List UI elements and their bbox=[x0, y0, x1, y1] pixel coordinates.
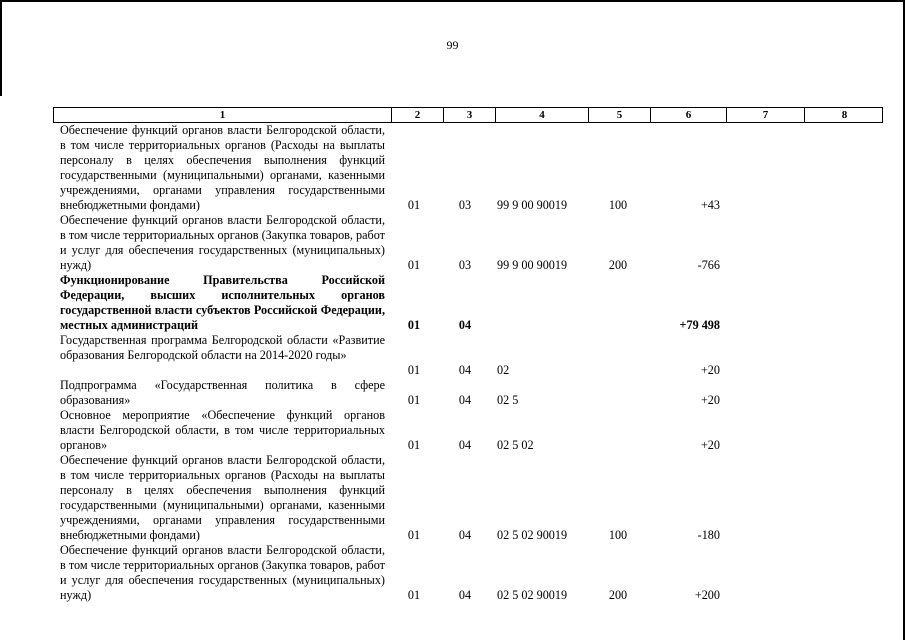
row-description: Подпрограмма «Государственная политика в сфере образования» bbox=[60, 378, 385, 407]
row-col-2: 01 bbox=[407, 198, 421, 212]
row-col-4: 02 5 02 90019 bbox=[497, 588, 568, 602]
row-col-3: 03 bbox=[458, 258, 472, 272]
row-description: Функционирование Правительства Российской Федерации, высших исполнительных органов государственной власти субъектов Российской Федерации, местных администраций bbox=[60, 273, 385, 332]
header-col-5: 5 bbox=[589, 108, 651, 122]
header-col-7: 7 bbox=[727, 108, 805, 122]
row-col-6: +20 bbox=[700, 393, 720, 407]
row-col-6: -766 bbox=[697, 258, 720, 272]
table-row bbox=[0, 378, 905, 408]
row-col-2: 01 bbox=[407, 258, 421, 272]
table-row bbox=[0, 453, 905, 543]
row-col-2: 01 bbox=[407, 318, 421, 332]
header-col-4: 4 bbox=[496, 108, 589, 122]
row-col-6: +20 bbox=[700, 363, 720, 377]
table-row bbox=[0, 213, 905, 273]
row-col-6: -180 bbox=[697, 528, 720, 542]
row-col-3: 04 bbox=[458, 438, 472, 452]
header-col-6: 6 bbox=[651, 108, 727, 122]
row-col-4: 99 9 00 90019 bbox=[497, 258, 568, 272]
header-col-8: 8 bbox=[841, 109, 848, 121]
header-col-1: 1 bbox=[54, 108, 392, 122]
row-col-4: 02 5 02 90019 bbox=[497, 528, 568, 542]
row-col-3: 04 bbox=[458, 363, 472, 377]
table-row bbox=[0, 408, 905, 453]
row-col-5: 100 bbox=[608, 528, 628, 542]
row-col-5: 200 bbox=[608, 258, 628, 272]
page-edge-top bbox=[0, 0, 905, 2]
table-row bbox=[0, 273, 905, 333]
row-col-6: +200 bbox=[694, 588, 720, 602]
row-col-3: 03 bbox=[458, 198, 472, 212]
header-col-2: 2 bbox=[392, 108, 444, 122]
row-col-2: 01 bbox=[407, 438, 421, 452]
page-number: 99 bbox=[446, 38, 459, 52]
row-description: Обеспечение функций органов власти Белгородской области, в том числе территориальных органов (Расходы на выплаты персоналу в целях обеспечения выполнения функций государственными (муниципальными) органами, казенными учреждениями, органами управления государственными внебюджетными фондами) bbox=[60, 453, 385, 542]
row-col-4: 02 5 02 bbox=[497, 438, 534, 452]
table-row bbox=[0, 123, 905, 213]
row-col-3: 04 bbox=[458, 588, 472, 602]
row-col-3: 04 bbox=[458, 528, 472, 542]
row-col-6: +79 498 bbox=[679, 318, 720, 332]
row-col-4: 02 5 bbox=[497, 393, 519, 407]
table-row bbox=[0, 333, 905, 378]
row-col-5: 100 bbox=[608, 198, 628, 212]
row-description: Обеспечение функций органов власти Белгородской области, в том числе территориальных органов (Расходы на выплаты персоналу в целях обеспечения выполнения функций государственными (муниципальными) органами, казенными учреждениями, органами управления государственными внебюджетными фондами) bbox=[60, 123, 385, 212]
row-col-2: 01 bbox=[407, 393, 421, 407]
table-header bbox=[53, 107, 883, 123]
table-row bbox=[0, 543, 905, 603]
row-description: Государственная программа Белгородской области «Развитие образования Белгородской области на 2014-2020 годы» bbox=[60, 333, 385, 362]
row-col-6: +20 bbox=[700, 438, 720, 452]
row-col-4: 02 bbox=[497, 363, 510, 377]
row-col-2: 01 bbox=[407, 363, 421, 377]
row-description: Обеспечение функций органов власти Белгородской области, в том числе территориальных органов (Закупка товаров, работ и услуг для обеспечения государственных (муниципальных) нужд) bbox=[60, 213, 385, 272]
header-col-3: 3 bbox=[444, 108, 496, 122]
row-col-4: 99 9 00 90019 bbox=[497, 198, 568, 212]
row-col-6: +43 bbox=[700, 198, 720, 212]
row-description: Обеспечение функций органов власти Белгородской области, в том числе территориальных органов (Закупка товаров, работ и услуг для обеспечения государственных (муниципальных) нужд) bbox=[60, 543, 385, 602]
row-col-3: 04 bbox=[458, 393, 472, 407]
row-col-2: 01 bbox=[407, 528, 421, 542]
row-col-3: 04 bbox=[458, 318, 472, 332]
row-description: Основное мероприятие «Обеспечение функций органов власти Белгородской области, в том числе территориальных органов» bbox=[60, 408, 385, 452]
row-col-2: 01 bbox=[407, 588, 421, 602]
row-col-5: 200 bbox=[608, 588, 628, 602]
